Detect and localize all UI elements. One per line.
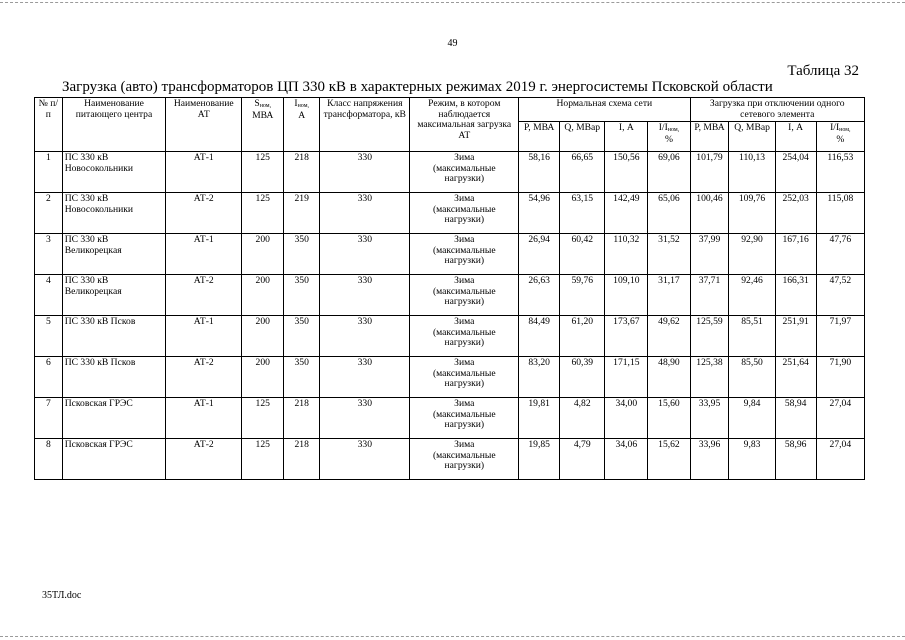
row-at: АТ-1: [166, 152, 242, 193]
row-mode-note: (максимальные нагрузки): [432, 326, 496, 348]
row-q-normal: 66,65: [560, 152, 605, 193]
header-i-sub: ном,: [297, 103, 309, 109]
row-i-nom: 350: [284, 357, 320, 398]
row-p-outage: 37,71: [690, 275, 729, 316]
header-ratio-unit: %: [836, 133, 845, 145]
row-mode-note: (максимальные нагрузки): [432, 285, 496, 307]
row-number: 1: [35, 152, 63, 193]
header-ratio-sub: ном,: [667, 127, 680, 133]
row-number: 5: [35, 316, 63, 357]
header-num: № п/п: [35, 98, 63, 152]
row-p-normal: 19,81: [519, 398, 560, 439]
row-mode: [410, 439, 519, 480]
row-center: Псковская ГРЭС: [62, 439, 166, 480]
row-q-normal: 4,82: [560, 398, 605, 439]
row-i-nom: 350: [284, 316, 320, 357]
row-i-normal: 109,10: [605, 275, 648, 316]
row-p-outage: 100,46: [690, 193, 729, 234]
row-number: 8: [35, 439, 63, 480]
row-number: 7: [35, 398, 63, 439]
header-s-main: S: [254, 98, 260, 109]
table-row: [35, 357, 865, 398]
row-ratio-normal: 69,06: [648, 152, 690, 193]
row-mode-season: Зима: [454, 316, 475, 327]
row-i-normal: 142,49: [605, 193, 648, 234]
row-s-nom: 200: [242, 316, 284, 357]
row-p-normal: 58,16: [519, 152, 560, 193]
row-q-outage: 92,90: [729, 234, 775, 275]
row-i-nom: 219: [284, 193, 320, 234]
row-at: АТ-1: [166, 398, 242, 439]
row-q-outage: 109,76: [729, 193, 775, 234]
row-center: ПС 330 кВ Новосокольники: [62, 193, 166, 234]
row-i-outage: 166,31: [775, 275, 816, 316]
header-i-normal: I, А: [605, 122, 648, 152]
scan-edge-top: [0, 2, 905, 3]
row-mode: [410, 316, 519, 357]
header-i-main: I: [294, 98, 298, 109]
header-ratio-main: I/I: [830, 122, 840, 133]
row-mode: [410, 234, 519, 275]
row-i-outage: 252,03: [775, 193, 816, 234]
table-title: Загрузка (авто) трансформаторов ЦП 330 кВ в характерных режимах 2019 г. энергосистемы Псковской области: [62, 79, 773, 95]
row-ratio-outage: 27,04: [816, 398, 864, 439]
row-number: 2: [35, 193, 63, 234]
row-at: АТ-2: [166, 439, 242, 480]
row-i-outage: 167,16: [775, 234, 816, 275]
row-q-outage: 92,46: [729, 275, 775, 316]
row-number: 6: [35, 357, 63, 398]
row-ratio-outage: 71,90: [816, 357, 864, 398]
table-row: [35, 152, 865, 193]
row-i-nom: 218: [284, 439, 320, 480]
row-mode-note: (максимальные нагрузки): [432, 162, 496, 184]
row-ratio-normal: 48,90: [648, 357, 690, 398]
row-ratio-outage: 27,04: [816, 439, 864, 480]
row-s-nom: 200: [242, 234, 284, 275]
row-i-outage: 58,94: [775, 398, 816, 439]
row-center: ПС 330 кВ Великорецкая: [62, 234, 166, 275]
row-p-normal: 26,94: [519, 234, 560, 275]
page-number: 49: [447, 38, 458, 49]
row-mode: [410, 275, 519, 316]
row-s-nom: 200: [242, 357, 284, 398]
row-i-nom: 218: [284, 398, 320, 439]
row-voltage: 330: [320, 398, 410, 439]
row-ratio-normal: 15,62: [648, 439, 690, 480]
row-i-outage: 251,91: [775, 316, 816, 357]
row-mode-note: (максимальные нагрузки): [432, 203, 496, 225]
row-s-nom: 125: [242, 398, 284, 439]
row-at: АТ-2: [166, 275, 242, 316]
row-q-normal: 60,42: [560, 234, 605, 275]
header-center: Наименование питающего центра: [62, 98, 166, 152]
row-p-outage: 33,95: [690, 398, 729, 439]
row-voltage: 330: [320, 152, 410, 193]
row-mode: [410, 193, 519, 234]
table-row: [35, 316, 865, 357]
row-q-normal: 4,79: [560, 439, 605, 480]
header-i-nom: [284, 98, 320, 152]
row-ratio-outage: 116,53: [816, 152, 864, 193]
row-p-normal: 54,96: [519, 193, 560, 234]
header-s-nom: [242, 98, 284, 152]
row-p-normal: 84,49: [519, 316, 560, 357]
row-s-nom: 125: [242, 152, 284, 193]
header-ratio-normal: [648, 122, 690, 152]
row-center: ПС 330 кВ Новосокольники: [62, 152, 166, 193]
row-voltage: 330: [320, 439, 410, 480]
row-ratio-normal: 15,60: [648, 398, 690, 439]
row-q-normal: 60,39: [560, 357, 605, 398]
header-i-outage: I, А: [775, 122, 816, 152]
row-mode: [410, 398, 519, 439]
row-p-outage: 37,99: [690, 234, 729, 275]
row-mode-season: Зима: [454, 439, 475, 450]
header-p-outage: P, МВА: [690, 122, 729, 152]
table-row: [35, 234, 865, 275]
row-mode-note: (максимальные нагрузки): [432, 449, 496, 471]
row-p-outage: 125,59: [690, 316, 729, 357]
row-mode-season: Зима: [454, 275, 475, 286]
row-at: АТ-1: [166, 316, 242, 357]
row-p-outage: 101,79: [690, 152, 729, 193]
row-mode-note: (максимальные нагрузки): [432, 244, 496, 266]
row-voltage: 330: [320, 357, 410, 398]
header-at: Наименование АТ: [166, 98, 242, 152]
row-i-outage: 254,04: [775, 152, 816, 193]
row-voltage: 330: [320, 234, 410, 275]
header-voltage: Класс напряжения трансформатора, кВ: [320, 98, 410, 152]
table-row: [35, 439, 865, 480]
header-q-outage: Q, МВар: [729, 122, 775, 152]
header-ratio-sub: ном,: [839, 127, 851, 133]
row-i-outage: 58,96: [775, 439, 816, 480]
header-s-sub: ном,: [259, 103, 272, 109]
table-row: [35, 398, 865, 439]
row-q-outage: 110,13: [729, 152, 775, 193]
row-ratio-outage: 47,76: [816, 234, 864, 275]
row-i-normal: 34,00: [605, 398, 648, 439]
row-mode-note: (максимальные нагрузки): [432, 408, 496, 430]
header-s-unit: МВА: [252, 109, 274, 121]
row-at: АТ-2: [166, 357, 242, 398]
row-i-normal: 34,06: [605, 439, 648, 480]
row-mode-season: Зима: [454, 234, 475, 245]
row-p-outage: 125,38: [690, 357, 729, 398]
row-ratio-outage: 115,08: [816, 193, 864, 234]
row-center: ПС 330 кВ Псков: [62, 316, 166, 357]
row-s-nom: 125: [242, 439, 284, 480]
row-mode-season: Зима: [454, 398, 475, 409]
row-at: АТ-1: [166, 234, 242, 275]
row-i-normal: 171,15: [605, 357, 648, 398]
transformer-load-table: [34, 97, 865, 480]
row-ratio-outage: 71,97: [816, 316, 864, 357]
row-i-normal: 173,67: [605, 316, 648, 357]
row-voltage: 330: [320, 193, 410, 234]
row-number: 3: [35, 234, 63, 275]
scan-edge-bottom: [0, 636, 905, 637]
row-mode-note: (максимальные нагрузки): [432, 367, 496, 389]
row-i-nom: 350: [284, 275, 320, 316]
row-q-normal: 63,15: [560, 193, 605, 234]
row-s-nom: 125: [242, 193, 284, 234]
footer-filename: 35ТЛ.doc: [42, 590, 82, 601]
row-i-nom: 350: [284, 234, 320, 275]
row-mode: [410, 357, 519, 398]
row-center: Псковская ГРЭС: [62, 398, 166, 439]
header-q-normal: Q, МВар: [560, 122, 605, 152]
header-ratio-main: I/I: [658, 122, 668, 133]
row-i-nom: 218: [284, 152, 320, 193]
row-ratio-normal: 31,17: [648, 275, 690, 316]
row-q-outage: 85,51: [729, 316, 775, 357]
row-ratio-normal: 65,06: [648, 193, 690, 234]
row-p-outage: 33,96: [690, 439, 729, 480]
row-center: ПС 330 кВ Псков: [62, 357, 166, 398]
header-normal: Нормальная схема сети: [519, 98, 690, 122]
header-outage: Загрузка при отключении одного сетевого элемента: [690, 98, 865, 122]
header-ratio-unit: %: [664, 133, 673, 145]
row-i-normal: 150,56: [605, 152, 648, 193]
row-center: ПС 330 кВ Великорецкая: [62, 275, 166, 316]
row-p-normal: 83,20: [519, 357, 560, 398]
table-row: [35, 275, 865, 316]
row-s-nom: 200: [242, 275, 284, 316]
row-ratio-normal: 49,62: [648, 316, 690, 357]
header-ratio-outage: [816, 122, 864, 152]
header-i-unit: А: [298, 109, 306, 121]
row-voltage: 330: [320, 275, 410, 316]
header-mode: Режим, в котором наблюдается максимальная загрузка АТ: [410, 98, 519, 152]
row-q-normal: 59,76: [560, 275, 605, 316]
row-q-outage: 9,84: [729, 398, 775, 439]
row-mode-season: Зима: [454, 152, 475, 163]
row-p-normal: 19,85: [519, 439, 560, 480]
row-p-normal: 26,63: [519, 275, 560, 316]
row-mode: [410, 152, 519, 193]
row-q-outage: 85,50: [729, 357, 775, 398]
table-label: Таблица 32: [787, 63, 859, 79]
row-i-normal: 110,32: [605, 234, 648, 275]
row-ratio-outage: 47,52: [816, 275, 864, 316]
table-row: [35, 193, 865, 234]
row-ratio-normal: 31,52: [648, 234, 690, 275]
header-p-normal: P, МВА: [519, 122, 560, 152]
row-q-normal: 61,20: [560, 316, 605, 357]
row-voltage: 330: [320, 316, 410, 357]
row-mode-season: Зима: [454, 193, 475, 204]
row-at: АТ-2: [166, 193, 242, 234]
row-q-outage: 9,83: [729, 439, 775, 480]
row-number: 4: [35, 275, 63, 316]
row-mode-season: Зима: [454, 357, 475, 368]
row-i-outage: 251,64: [775, 357, 816, 398]
